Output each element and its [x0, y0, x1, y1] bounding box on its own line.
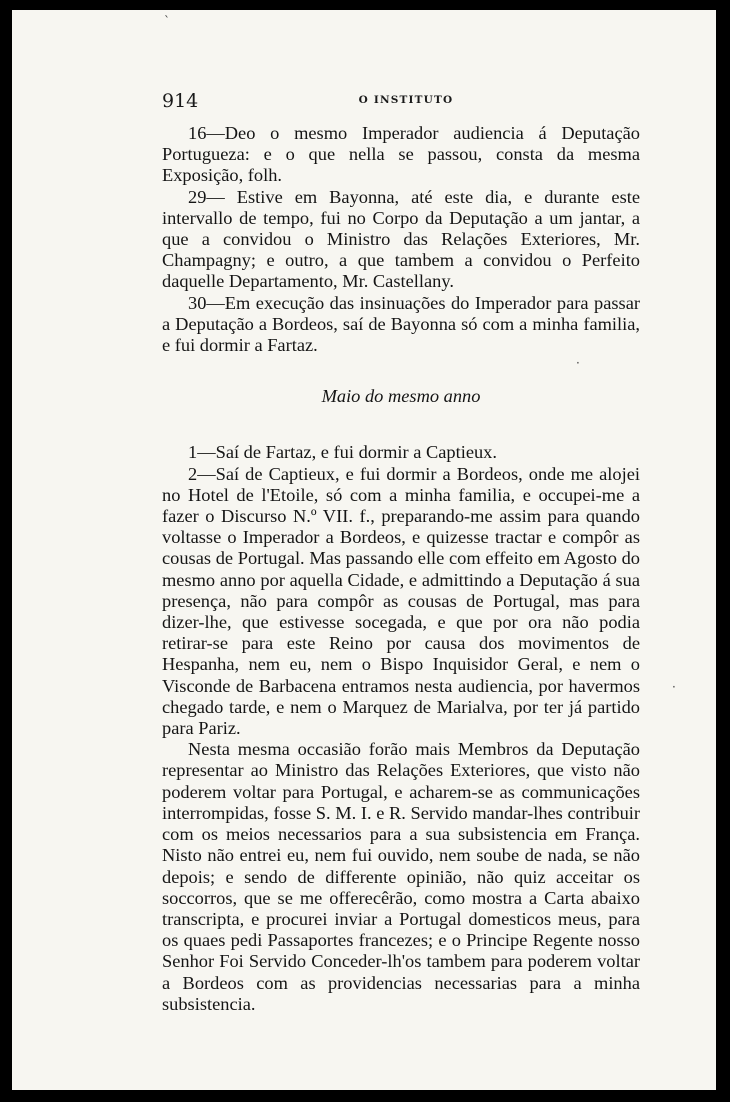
stray-mark: ·	[672, 680, 676, 694]
section-heading: Maio do mesmo anno	[321, 386, 481, 407]
page-number: 914	[162, 90, 199, 112]
stray-mark: ·	[576, 356, 580, 370]
diary-entry-2: 2—Saí de Captieux, e fui dormir a Bordeos, onde me alojei no Hotel de l'Etoile, só com a minha familia, e occupei-me a fazer o Discurso N.º VII. f., preparando-me assim para quando voltasse o Imperador a Bordeos, e quizesse tractar e compôr as cousas de Portugal. Mas passando elle com effeito em Agosto do mesmo anno por aquella Cidade, e admittindo a Deputação á sua presença, não para compôr as cousas de Portugal, mas para dizer-lhe, que estivesse socegada, e que por ora não podia retirar-se para este Reino por causa dos movimentos de Hespanha, nem eu, nem o Bispo Inquisidor Geral, e nem o Visconde de Barbacena entramos nesta audiencia, por havermos chegado tarde, e nem o Marquez de Marialva, por ter já partido para Pariz.	[162, 463, 640, 739]
diary-paragraph: Nesta mesma occasião forão mais Membros da Deputação representar ao Ministro das Relações Exteriores, que visto não poderem voltar para Portugal, e acharem-se as communicações interrompidas, fosse S. M. I. e R. Servido mandar-lhes contribuir com os meios necessarios para a sua subsistencia em França. Nisto não entrei eu, nem fui ouvido, nem soube de nada, se não depois; e sendo de differente opinião, não quiz acceitar os soccorros, que se me offerecêrão, como mostra a Carta abaixo transcripta, e procurei inviar a Portugal domesticos meus, para os quaes pedi Passaportes francezes; e o Principe Regente nosso Senhor Foi Servido Conceder-lh'os tambem para poderem voltar a Bordeos com as providencias necessarias para a minha subsistencia.	[162, 739, 640, 1014]
book-page	[12, 10, 716, 1090]
diary-entry-1: 1—Saí de Fartaz, e fui dormir a Captieux.	[188, 442, 497, 463]
stray-mark: `	[164, 14, 170, 28]
diary-entry-29: 29— Estive em Bayonna, até este dia, e durante este intervallo de tempo, fui no Corpo da Deputação a um jantar, a que a convidou o Ministro das Relações Exteriores, Mr. Champagny; e outro, a que tambem a convidou o Perfeito daquelle Departamento, Mr. Castellany.	[162, 186, 640, 292]
running-head	[162, 90, 650, 114]
journal-title: O INSTITUTO	[358, 94, 454, 106]
diary-entry-16: 16—Deo o mesmo Imperador audiencia á Deputação Portugueza: e o que nella se passou, consta da mesma Exposição, folh.	[162, 123, 640, 186]
body-text	[162, 123, 640, 1015]
diary-entry-30: 30—Em execução das insinuações do Imperador para passar a Deputação a Bordeos, saí de Bayonna só com a minha familia, e fui dormir a Fartaz.	[162, 292, 640, 356]
